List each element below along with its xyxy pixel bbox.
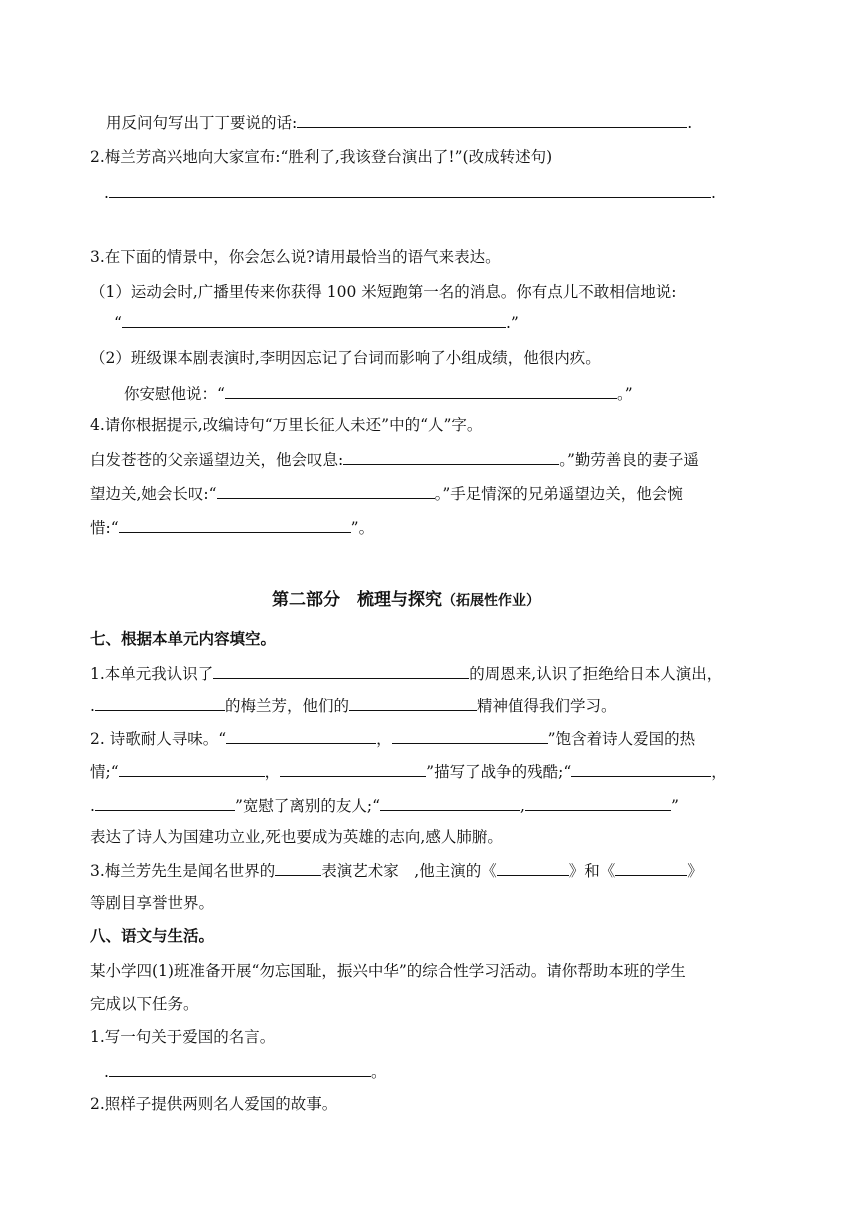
answer-blank[interactable] [109, 181, 711, 198]
answer-blank[interactable] [213, 662, 469, 679]
answer-blank[interactable] [95, 794, 235, 811]
section-7-item-1-continued: . 的梅兰芳，他们的 精神值得我们学习。 [90, 694, 616, 717]
section-8-task-2: 2.照样子提供两则名人爱国的故事。 [90, 1095, 338, 1113]
answer-blank[interactable] [275, 859, 321, 876]
section-7-item-2-line-4: 表达了诗人为国建功立业,死也要成为英雄的志向,感人肺腑。 [90, 828, 503, 846]
section-7-item-2-line-2: 情;“ ， ”描写了战争的残酷;“ ， [90, 760, 727, 783]
section-7-item-1: 1.本单元我认识了 的周恩来,认识了拒绝给日本人演出， [90, 662, 722, 685]
answer-blank[interactable] [109, 1060, 371, 1077]
answer-blank[interactable] [225, 382, 617, 399]
question-3-answer-1: “ .” [114, 311, 519, 334]
section-8-task-1: 1.写一句关于爱国的名言。 [90, 1028, 276, 1046]
answer-blank[interactable] [380, 794, 520, 811]
answer-blank[interactable] [217, 482, 435, 499]
section-7-item-2-line-3: . ”宽慰了离别的友人;“ , ” [90, 794, 679, 817]
part-2-subtitle: （拓展性作业） [442, 593, 540, 609]
answer-blank[interactable] [349, 694, 477, 711]
answer-blank[interactable] [525, 794, 671, 811]
answer-blank[interactable] [226, 727, 376, 744]
section-7-item-2: 2. 诗歌耐人寻味。“ ， ”饱含着诗人爱国的热 [90, 727, 695, 750]
question-4-line-3: 惜:“ ”。 [90, 516, 374, 539]
question-3-scenario-2: （2）班级课本剧表演时,李明因忘记了台词而影响了小组成绩，他很内疚。 [90, 349, 601, 367]
part-2-title: 第二部分 梳理与探究（拓展性作业） [272, 590, 540, 610]
section-8-task-1-answer: . 。 [104, 1060, 386, 1083]
question-4: 4.请你根据提示,改编诗句“万里长征人未还”中的“人”字。 [90, 416, 483, 434]
question-2: 2.梅兰芳高兴地向大家宣布:“胜利了,我该登台演出了!”(改成转述句) [90, 148, 553, 166]
section-8-intro-line-2: 完成以下任务。 [90, 995, 199, 1013]
rhetorical-question-prompt: 用反问句写出丁丁要说的话: [106, 114, 298, 132]
answer-blank[interactable] [280, 760, 426, 777]
question-3-answer-2: 你安慰他说：“ 。” [124, 382, 633, 405]
answer-blank[interactable] [615, 859, 687, 876]
answer-blank[interactable] [343, 448, 559, 465]
section-7-item-3-line-2: 等剧目享誉世界。 [90, 894, 215, 912]
answer-blank[interactable] [95, 694, 225, 711]
rhetorical-question-line: 用反问句写出丁丁要说的话: . [106, 111, 692, 134]
section-7-item-3: 3.梅兰芳先生是闻名世界的 表演艺术家 ,他主演的《 》和《 》 [90, 859, 703, 882]
section-8-intro: 某小学四(1)班准备开展“勿忘国耻，振兴中华”的综合性学习活动。请你帮助本班的学生 [90, 962, 686, 980]
question-4-line-2: 望边关,她会长叹:“ 。”手足情深的兄弟遥望边关，他会惋 [90, 482, 683, 505]
question-3-scenario-1: （1）运动会时,广播里传来你获得 100 米短跑第一名的消息。你有点儿不敢相信地说: [90, 283, 677, 301]
question-3: 3.在下面的情景中，你会怎么说?请用最恰当的语气来表达。 [90, 248, 501, 266]
answer-blank[interactable] [119, 760, 265, 777]
answer-blank[interactable] [122, 311, 506, 328]
answer-blank[interactable] [392, 727, 548, 744]
question-4-line-1: 白发苍苍的父亲遥望边关，他会叹息: 。”勤劳善良的妻子遥 [90, 448, 699, 471]
question-2-answer-line: . . [104, 181, 716, 204]
answer-blank[interactable] [497, 859, 569, 876]
answer-blank[interactable] [119, 516, 351, 533]
section-8-heading: 八、语文与生活。 [90, 927, 215, 945]
answer-blank[interactable] [571, 760, 711, 777]
answer-blank[interactable] [297, 111, 687, 128]
section-7-heading: 七、根据本单元内容填空。 [90, 630, 277, 648]
